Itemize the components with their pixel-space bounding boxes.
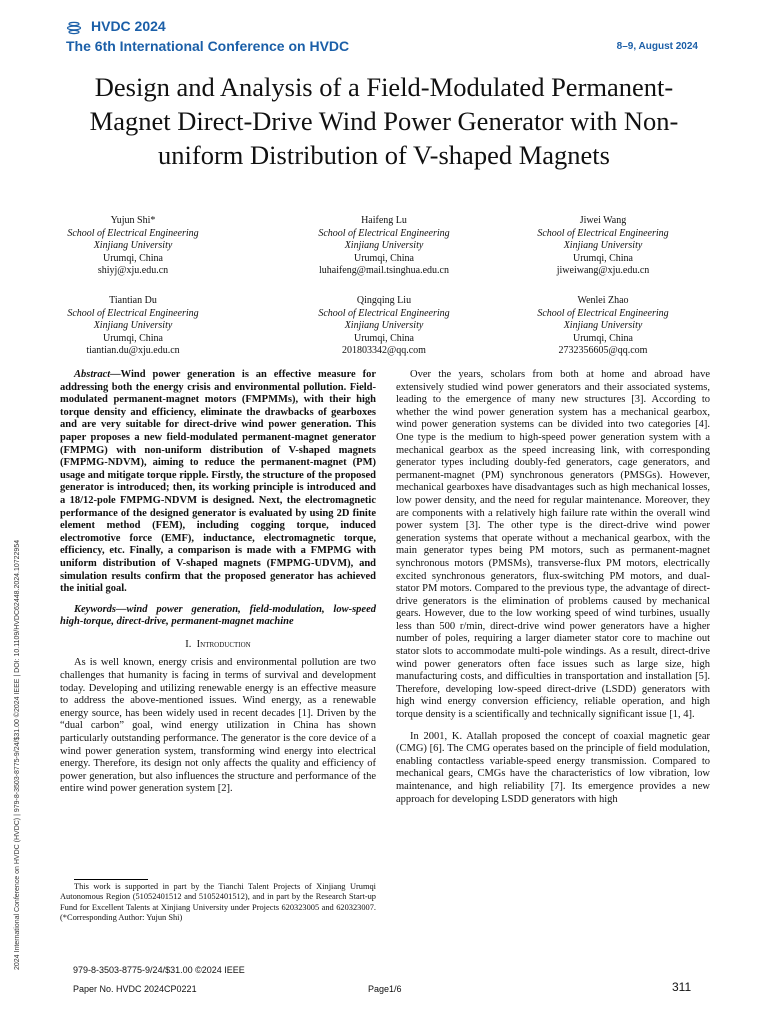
- author-name: Wenlei Zhao: [577, 295, 629, 306]
- conference-full-name: The 6th International Conference on HVDC: [66, 38, 350, 54]
- author-dept: School of Electrical Engineering: [537, 227, 669, 239]
- author-block: [503, 295, 703, 358]
- author-name: Yujun Shi*: [110, 215, 156, 226]
- author-univ: Xinjiang University: [563, 320, 643, 331]
- author-block: [33, 215, 233, 278]
- body-paragraph: In 2001, K. Atallah proposed the concept of coaxial magnetic gear (CMG) [6]. The CMG operates based on the principle of field modulation, enabling contactless variable-speed energy transmission. Compared to mechanical gears, CMGs have the characteristics of low vibration, low maintenance, and high reliability [7]. Its emergence provides a new approach for developing LSDD generators with high: [396, 730, 710, 805]
- footer-page-number: 311: [672, 980, 692, 994]
- author-name: Tiantian Du: [109, 295, 157, 306]
- author-email: shiyj@xju.edu.cn: [97, 265, 169, 276]
- author-city: Urumqi, China: [573, 332, 633, 344]
- author-email: 2732356605@qq.com: [558, 345, 648, 356]
- author-univ: Xinjiang University: [93, 240, 173, 251]
- hvdc-logo-icon: [66, 20, 82, 36]
- author-dept: School of Electrical Engineering: [318, 227, 450, 239]
- section-heading: [60, 639, 376, 652]
- author-name: Qingqing Liu: [356, 295, 412, 306]
- author-dept: School of Electrical Engineering: [67, 227, 199, 239]
- conference-date: 8–9, August 2024: [616, 41, 698, 52]
- author-email: 201803342@qq.com: [342, 345, 426, 356]
- footer-isbn: 979-8-3503-8775-9/24/$31.00 ©2024 IEEE: [73, 965, 245, 975]
- author-dept: School of Electrical Engineering: [537, 307, 669, 319]
- footer-paper-number: Paper No. HVDC 2024CP0221: [73, 984, 197, 994]
- author-block: [33, 295, 233, 358]
- author-email: jiweiwang@xju.edu.cn: [556, 265, 650, 276]
- footnote-rule: [74, 879, 148, 880]
- author-city: Urumqi, China: [103, 252, 163, 264]
- conference-short-name: HVDC 2024: [91, 18, 166, 34]
- keywords-label: Keywords: [74, 603, 116, 615]
- section-number: I.: [185, 638, 192, 650]
- footnote: This work is supported in part by the Tianchi Talent Projects of Xinjiang Urumqi Autonomous Region (51052401512 and 51052401512), and in part by the Research Start-up Fund for Excellent Talents at Xinjiang University under Projects 620323005 and 620323007. (*Corresponding Author: Yujun Shi): [60, 882, 376, 923]
- author-name: Haifeng Lu: [361, 215, 407, 226]
- footer-page-label: Page1/6: [368, 984, 402, 994]
- author-dept: School of Electrical Engineering: [67, 307, 199, 319]
- right-column: [396, 369, 710, 806]
- author-univ: Xinjiang University: [344, 240, 424, 251]
- author-block: [284, 295, 484, 358]
- left-column: [60, 369, 376, 796]
- abstract-text: —Wind power generation is an effective measure for addressing both the energy crisis and environmental pollution. Field-modulated permanent-magnet motors (FMPMMs), with their high torque density and efficiency, eliminate the drawbacks of gearboxes and are very suitable for direct-drive wind power generation. This paper proposes a new field-modulated permanent-magnet generator (FMPMG) with non-uniform distribution of V-shaped magnets (FMPMG-NDVM), aiming to reduce the permanent-magnet (PM) usage and mitigate torque ripple. Firstly, the structure of the proposed generator is introduced; then, its working principle is introduced and a 18/12-pole FMPMG-NDVM is designed. Next, the electromagnetic performance of the designed generator is evaluated by using 2D finite element method (FEM), including cogging torque, induced electromotive force (EMF), inductance, electromagnetic torque, efficiency, etc. Finally, a comparison is made with a FMPMG with uniform distribution of V-shaped magnets (FMPMG-UDVM), and simulation results confirm that the proposed generator has achieved the initial goal.: [60, 369, 376, 595]
- intro-paragraph: As is well known, energy crisis and environmental pollution are two challenges that humanity is facing in terms of survival and development today. Developing and utilizing renewable energy is an effective measure to address the above-mentioned issues. Wind energy, as a renewable energy source, has been widely used in recent decades [1]. Driven by the “dual carbon” goal, wind energy utilization in China has shown particularly outstanding performance. The generator is the core device of a wind power generation system, transforming wind energy into electrical energy. Therefore, its design not only affects the quality and efficiency of power generation, but also influences the structure and performance of the entire wind power generation system [2].: [60, 657, 376, 795]
- author-block: [284, 215, 484, 278]
- body-paragraph: Over the years, scholars from both at home and abroad have extensively studied wind power generators and their associated systems, leading to the emergence of many new structures [3]. According to whether the wind power generation system has a mechanical gearbox, wind power generation systems can be divided into two categories [4]. One type is the medium to high-speed power generation system with a mechanical gearbox as the speed increasing link, with corresponding generator types including doubly-fed generators, cage generators, and permanent-magnet (PM) synchronous generators (PMSGs). However, mechanical gearboxes have disadvantages such as high mechanical losses, low power density, and the need for regular maintenance. Moreover, they are components with a relatively high failure rate within the overall wind power system [3]. The other type is the direct-drive wind power generation systems that operate without a mechanical gearbox, with the main generator types being PM motors, such as permanent-magnet synchronous motors (PMSMs), transverse-flux PM motors, electrically excited synchronous generators, flux-switching PM motors, and dual-stator PM motors. Compared to the previous type, the advantage of direct-drive generators is the elimination of problems caused by mechanical gears. However, due to the low working speed of wind turbines, usually less than 500 r/min, direct-drive wind power generators have a higher number of poles, requiring a larger diameter stator core to machine out stator slots to accommodate multi-pole windings. As a result, direct-drive wind power generators often face issues such as large size, high manufacturing costs, and difficulties in transportation and installation [5]. Therefore, developing low-speed direct-drive (LSDD) generators with high wind energy conversion efficiency, reliable operation, and high torque density is a scientifically and technically significant issue [1, 4].: [396, 369, 710, 721]
- author-city: Urumqi, China: [354, 332, 414, 344]
- author-dept: School of Electrical Engineering: [318, 307, 450, 319]
- abstract: [60, 369, 376, 596]
- keywords: [60, 604, 376, 629]
- side-doi-text: 2024 International Conference on HVDC (HVDC) | 979-8-3503-8775-9/24/$31.00 ©2024 IEEE | DOI: 10.1109/HVDC62448.2024.10722954: [14, 539, 21, 970]
- author-city: Urumqi, China: [103, 332, 163, 344]
- author-city: Urumqi, China: [573, 252, 633, 264]
- author-city: Urumqi, China: [354, 252, 414, 264]
- author-email: tiantian.du@xju.edu.cn: [86, 345, 180, 356]
- keywords-text: —wind power generation, field-modulation, low-speed high-torque, direct-drive, permanent-magnet machine: [60, 603, 376, 628]
- author-block: [503, 215, 703, 278]
- author-univ: Xinjiang University: [563, 240, 643, 251]
- author-univ: Xinjiang University: [93, 320, 173, 331]
- author-name: Jiwei Wang: [579, 215, 627, 226]
- author-email: luhaifeng@mail.tsinghua.edu.cn: [318, 265, 449, 276]
- section-title: Introduction: [196, 638, 251, 650]
- abstract-label: Abstract: [74, 369, 111, 380]
- author-univ: Xinjiang University: [344, 320, 424, 331]
- paper-title: Design and Analysis of a Field-Modulated Permanent-Magnet Direct-Drive Wind Power Generator with Non-uniform Distribution of V-shaped Magnets: [89, 72, 679, 170]
